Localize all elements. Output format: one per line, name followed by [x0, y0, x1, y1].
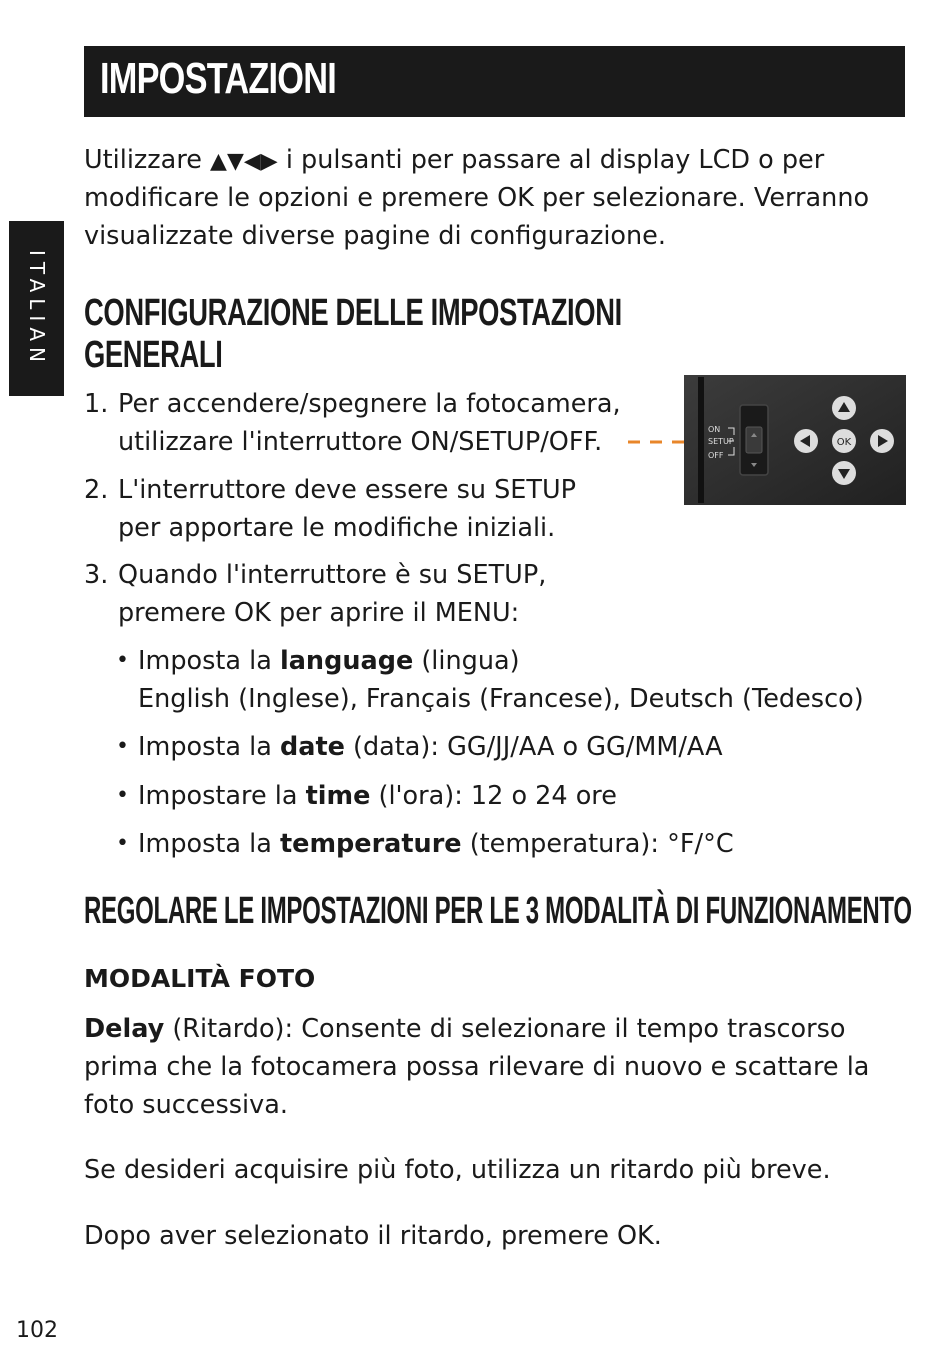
- paragraph-press-ok: Dopo aver selezionato il ritardo, premere OK.: [84, 1221, 662, 1251]
- intro-line-2: modificare le opzioni e premere OK per selezionare. Verranno: [84, 183, 870, 213]
- delay-line-2: prima che la fotocamera possa rilevare di nuovo e scattare la: [84, 1052, 870, 1082]
- section-heading-general: CONFIGURAZIONE DELLE IMPOSTAZIONI GENERALI: [84, 292, 622, 376]
- section-heading-modes: REGOLARE LE IMPOSTAZIONI PER LE 3 MODALITÀ DI FUNZIONAMENTO: [84, 890, 912, 932]
- arrow-keys-icon: ▲▼◀▶: [210, 149, 278, 174]
- camera-control-panel-image: [684, 375, 906, 505]
- intro-line-1: Utilizzare ▲▼◀▶ i pulsanti per passare al display LCD o per: [84, 145, 825, 175]
- switch-label-off: OFF: [708, 451, 724, 460]
- delay-line-1: Delay (Ritardo): Consente di selezionare il tempo trascorso: [84, 1014, 846, 1044]
- ok-button-label: OK: [836, 437, 852, 448]
- delay-line-3: foto successiva.: [84, 1090, 288, 1120]
- switch-label-on: ON: [708, 425, 721, 434]
- paragraph-short-delay: Se desideri acquisire più foto, utilizza un ritardo più breve.: [84, 1155, 831, 1185]
- page-title: IMPOSTAZIONI: [100, 54, 336, 103]
- page-number: 102: [16, 1318, 58, 1343]
- title-bar: [84, 46, 905, 117]
- language-side-tab: [9, 221, 64, 396]
- side-tab-label: ITALIAN: [24, 249, 49, 368]
- intro-line-3: visualizzate diverse pagine di configurazione.: [84, 221, 666, 251]
- subheading-photo-mode: MODALITÀ FOTO: [84, 964, 316, 993]
- switch-label-setup: SETUP: [708, 437, 734, 446]
